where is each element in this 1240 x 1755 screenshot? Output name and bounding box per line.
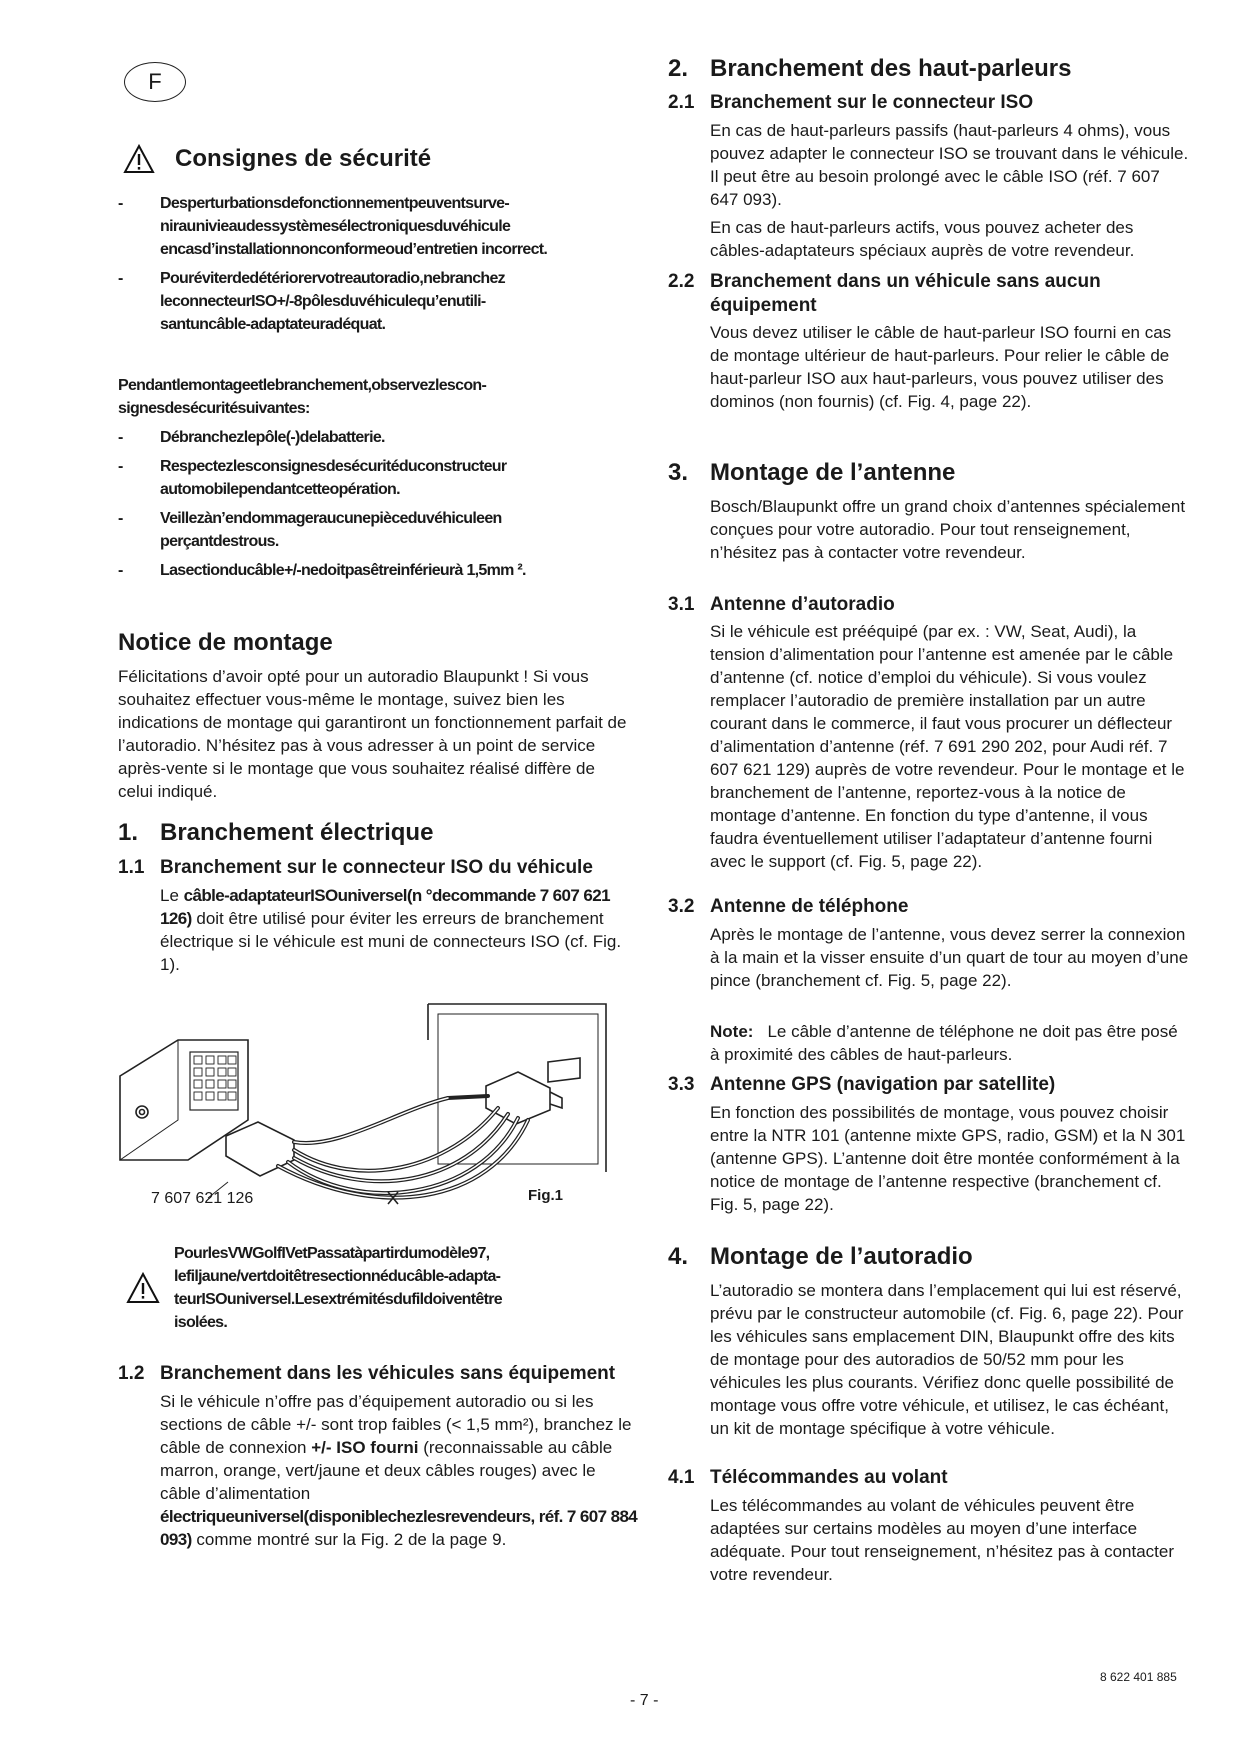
fig-1-diagram [118, 1000, 638, 1210]
vw-warning-text: PourlesVWGolfIVetPassatàpartirdumodèle97, lefiljaune/vertdoitêtresectionnéducâble-adapta-teurISOuniversel.Lesextrémitésdufildoiventêtre isolées. [174, 1245, 502, 1331]
list-item: - Veillezàn’endommageraucunepièceduvéhiculeen perçantdestrous. [118, 510, 502, 550]
language-badge: F [124, 62, 186, 102]
notice-text: Félicitations d’avoir opté pour un autoradio Blaupunkt ! Si vous souhaitez effectuer vous-même le montage, suivez bien les indications de montage qui garantiront un fonctionnement parfait de l’autoradio. N’hésitez pas à vous adresser à un point de service après-vente si le montage que vous souhaitez réalisé diffère de celui indiqué. [118, 667, 627, 801]
section-3-2-text: Après le montage de l’antenne, vous devez serrer la connexion à la main et la visser ensuite d’un quart de tour au moyen d’une pince (branchement cf. Fig. 5, page 22). [710, 925, 1189, 990]
section-2-heading: 2. Branchement des haut-parleurs [668, 55, 1072, 82]
section-2-1-heading: 2.1 Branchement sur le connecteur ISO [668, 92, 1034, 113]
fig-1-label: Fig.1 [528, 1187, 564, 1204]
section-1-2-heading: 1.2 Branchement dans les véhicules sans équipement [118, 1363, 616, 1384]
safety-heading [123, 144, 431, 174]
section-3-1-text: Si le véhicule est prééquipé (par ex. : VW, Seat, Audi), la tension d’alimentation pour l’antenne est amenée par le câble d’antenne (cf. notice d’emploi du véhicule). Si vous voulez remplacer l’autoradio de première installation par un autre courant dans le commerce, il faut vous procurer un déflecteur d’alimentation d’antenne (réf. 7 691 290 202, pour Audi réf. 7 607 621 129) auprès de votre revendeur. Pour le montage et le branchement de l’antenne, reportez-vous à la notice de montage d’antenne. En fonction du type d’antenne, il vous faudra éventuellement utiliser l’adaptateur d’antenne fourni avec le support (cf. Fig. 5, page 22). [710, 622, 1185, 871]
vw-warning [126, 1242, 566, 1334]
safety-bullets-a [118, 192, 558, 342]
section-1-heading: 1. Branchement électrique [118, 819, 434, 846]
fig-1-part-number: 7 607 621 126 [151, 1190, 254, 1207]
section-3-1-heading: 3.1 Antenne d’autoradio [668, 594, 895, 615]
safety-intro: Pendantlemontageetlebranchement,observezlescon-signesdesécuritésuivantes: [118, 377, 487, 417]
list-item: - Respectezlesconsignesdesécuritéduconstructeur automobilependantcetteopération. [118, 458, 507, 498]
notice-title: Notice de montage [118, 629, 333, 656]
section-2-1-text-2: En cas de haut-parleurs actifs, vous pouvez acheter des câbles-adaptateurs spéciaux auprès de votre revendeur. [710, 218, 1135, 260]
section-3-3-heading: 3.3 Antenne GPS (navigation par satellite) [668, 1074, 1056, 1095]
list-item: - Débranchezlepôle(-)delabatterie. [118, 429, 385, 446]
section-3-3-text: En fonction des possibilités de montage, vous pouvez choisir entre la NTR 101 (antenne mixte GPS, radio, GSM) et la N 301 (antenne GPS). L’antenne doit être montée conformément à la notice de montage de l’antenne respective (branchement cf. Fig. 5, page 22). [710, 1103, 1186, 1214]
page-number: - 7 - [630, 1692, 659, 1709]
section-2-2-heading: 2.2 Branchement dans un véhicule sans aucun équipement [668, 271, 1101, 316]
section-4-1-text: Les télécommandes au volant de véhicules peuvent être adaptées sur certains modèles au moyen d’une interface adéquate. Pour tout renseignement, n’hésitez pas à contacter votre revendeur. [710, 1496, 1175, 1584]
section-4-1-heading: 4.1 Télécommandes au volant [668, 1467, 948, 1488]
warning-icon [126, 1272, 160, 1304]
section-1-1-heading: 1.1 Branchement sur le connecteur ISO du véhicule [118, 857, 593, 878]
list-item: - Lasectionducâble+/-nedoitpasêtreinférieurà 1,5mm ². [118, 562, 526, 579]
safety-bullets-b [118, 426, 558, 588]
section-3-intro: Bosch/Blaupunkt offre un grand choix d’antennes spécialement conçues pour votre autoradio. Pour tout renseignement, n’hésitez pas à contacter votre revendeur. [710, 497, 1186, 562]
section-4-intro: L’autoradio se montera dans l’emplacement qui lui est réservé, prévu par le constructeur automobile (cf. Fig. 6, page 22). Pour les véhicules sans emplacement DIN, Blaupunkt offre des kits de montage pour des autoradios de 50/52 mm pour les véhicules les plus courants. Vérifiez donc quelle possibilité de montage vous offre votre véhicule, et utilisez, le cas échéant, un kit de montage spécifique à votre véhicule. [710, 1281, 1184, 1438]
section-2-2-text: Vous devez utiliser le câble de haut-parleur ISO fourni en cas de montage ultérieur de haut-parleurs. Pour relier le câble de haut-parleur ISO aux haut-parleurs, vous pouvez utiliser des dominos (non fournis) (cf. Fig. 4, page 22). [710, 323, 1172, 411]
section-3-2-heading: 3.2 Antenne de téléphone [668, 896, 909, 917]
warning-icon [123, 144, 155, 174]
section-2-1-text-1: En cas de haut-parleurs passifs (haut-parleurs 4 ohms), vous pouvez adapter le connecteur ISO se trouvant dans le véhicule. Il peut être au besoin prolongé avec le câble ISO (réf. 7 607 647 093). [710, 121, 1189, 209]
list-item: - Pouréviterdedétériorervotreautoradio,nebranchez leconnecteurISO+/-8pôlesduvéhiculequ’enutili-santuncâble-adaptateuradéquat. [118, 270, 505, 333]
list-item: - Desperturbationsdefonctionnementpeuventsurve-niraunivieaudessystèmesélectroniquesduvéhicule encasd’installationnonconformeoud’entretien incorrect. [118, 195, 548, 258]
doc-code: 8 622 401 885 [1100, 1670, 1177, 1684]
section-4-heading: 4. Montage de l’autoradio [668, 1243, 973, 1270]
section-1-2-text: Si le véhicule n’offre pas d’équipement autoradio ou si les sections de câble +/- sont trop faibles (< 1,5 mm²), branchez le câble de connexion +/- ISO fourni (reconnaissable au câble marron, orange, vert/jaune et deux câbles rouges) avec le câble d’alimentation électriqueuniversel(disponiblechezlesrevendeurs, réf. 7 607 884 093) comme montré sur la Fig. 2 de la page 9. [160, 1392, 638, 1549]
section-1-1-text: Le câble-adaptateurISOuniversel(n °decommande 7 607 621 126) doit être utilisé pour éviter les erreurs de branchement électrique si le véhicule est muni de connecteurs ISO (cf. Fig. 1). [160, 886, 622, 974]
section-3-2-note: Note: Le câble d’antenne de téléphone ne doit pas être posé à proximité des câbles de haut-parleurs. [710, 1022, 1178, 1064]
section-3-heading: 3. Montage de l’antenne [668, 459, 956, 486]
safety-title: Consignes de sécurité [175, 145, 432, 172]
